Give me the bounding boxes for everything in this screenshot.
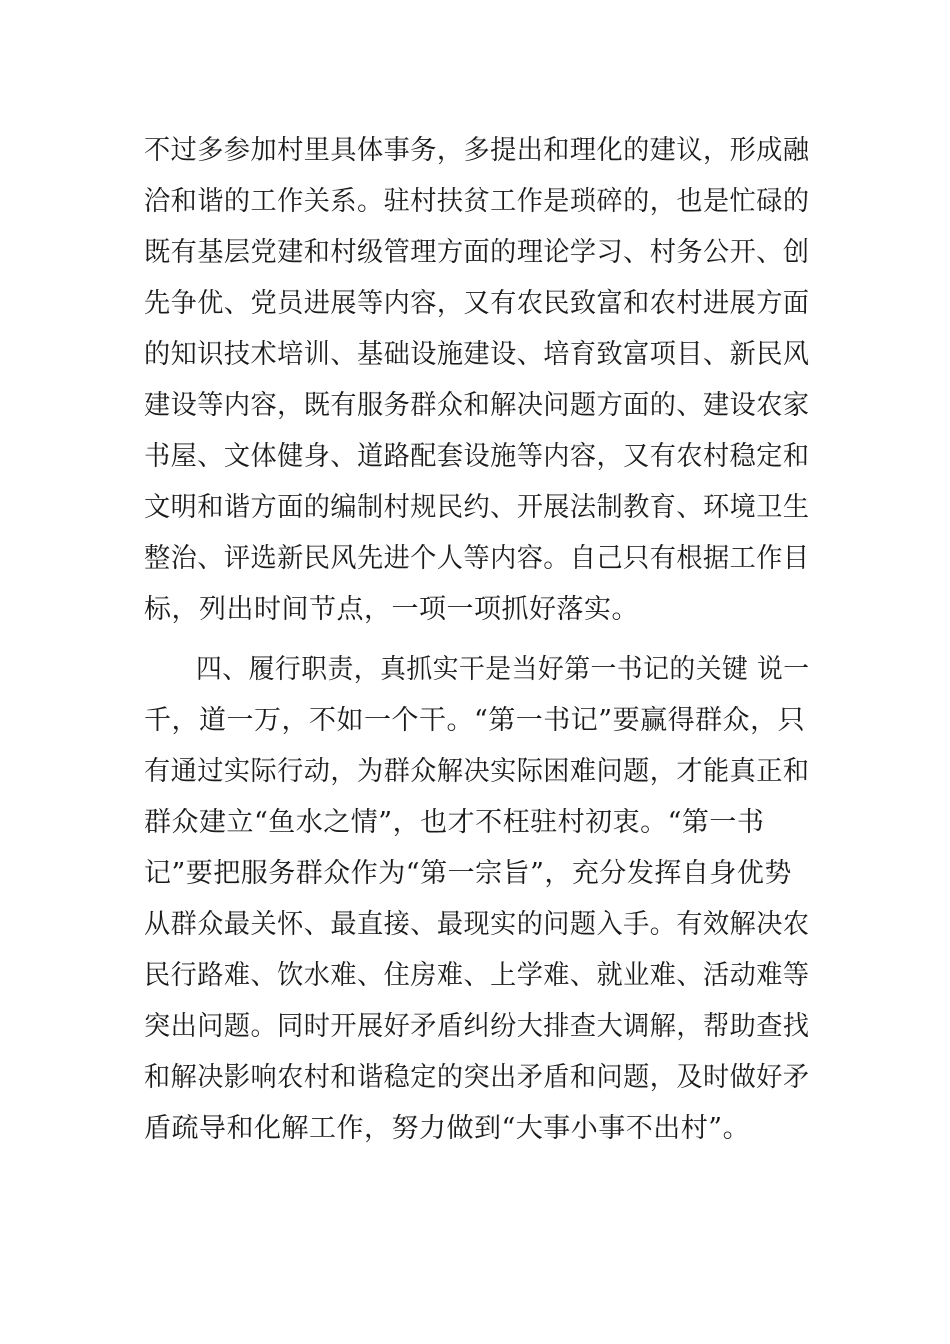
paragraph-1-line-6: 建设等内容，既有服务群众和解决问题方面的、建设农家	[144, 390, 810, 421]
paragraph-2-line-7: 民行路难、饮水难、住房难、上学难、就业难、活动难等	[144, 960, 810, 991]
paragraph-2-line-8: 突出问题。同时开展好矛盾纠纷大排查大调解，帮助查找	[144, 1011, 810, 1042]
paragraph-1-line-8: 文明和谐方面的编制村规民约、开展法制教育、环境卫生	[144, 492, 810, 523]
paragraph-1-line-2: 洽和谐的工作关系。驻村扶贫工作是琐碎的，也是忙碌的	[144, 186, 810, 217]
paragraph-1-line-5: 的知识技术培训、基础设施建设、培育致富项目、新民风	[144, 339, 810, 370]
paragraph-2-line-5: 记”要把服务群众作为“第一宗旨”，充分发挥自身优势	[144, 858, 792, 889]
paragraph-2-line-4: 群众建立“鱼水之情”，也才不枉驻村初衷。“第一书	[144, 807, 765, 838]
paragraph-1-line-10: 标，列出时间节点，一项一项抓好落实。	[144, 594, 639, 625]
paragraph-2-line-9: 和解决影响农村和谐稳定的突出矛盾和问题，及时做好矛	[144, 1062, 810, 1093]
paragraph-2-line-1: 四、履行职责，真抓实干是当好第一书记的关键 说一	[196, 654, 810, 685]
paragraph-1-line-4: 先争优、党员进展等内容，又有农民致富和农村进展方面	[144, 288, 810, 319]
paragraph-2-line-6: 从群众最关怀、最直接、最现实的问题入手。有效解决农	[144, 909, 810, 940]
paragraph-1-line-3: 既有基层党建和村级管理方面的理论学习、村务公开、创	[144, 237, 810, 268]
paragraph-1-line-7: 书屋、文体健身、道路配套设施等内容，又有农村稳定和	[144, 441, 810, 472]
paragraph-2-line-10: 盾疏导和化解工作，努力做到“大事小事不出村”。	[144, 1113, 751, 1144]
paragraph-1-line-9: 整治、评选新民风先进个人等内容。自己只有根据工作目	[144, 543, 810, 574]
paragraph-1-line-1: 不过多参加村里具体事务，多提出和理化的建议，形成融	[144, 135, 810, 166]
paragraph-2-line-2: 千，道一万，不如一个干。“第一书记”要赢得群众，只	[144, 705, 806, 736]
paragraph-2-line-3: 有通过实际行动，为群众解决实际困难问题，才能真正和	[144, 756, 810, 787]
